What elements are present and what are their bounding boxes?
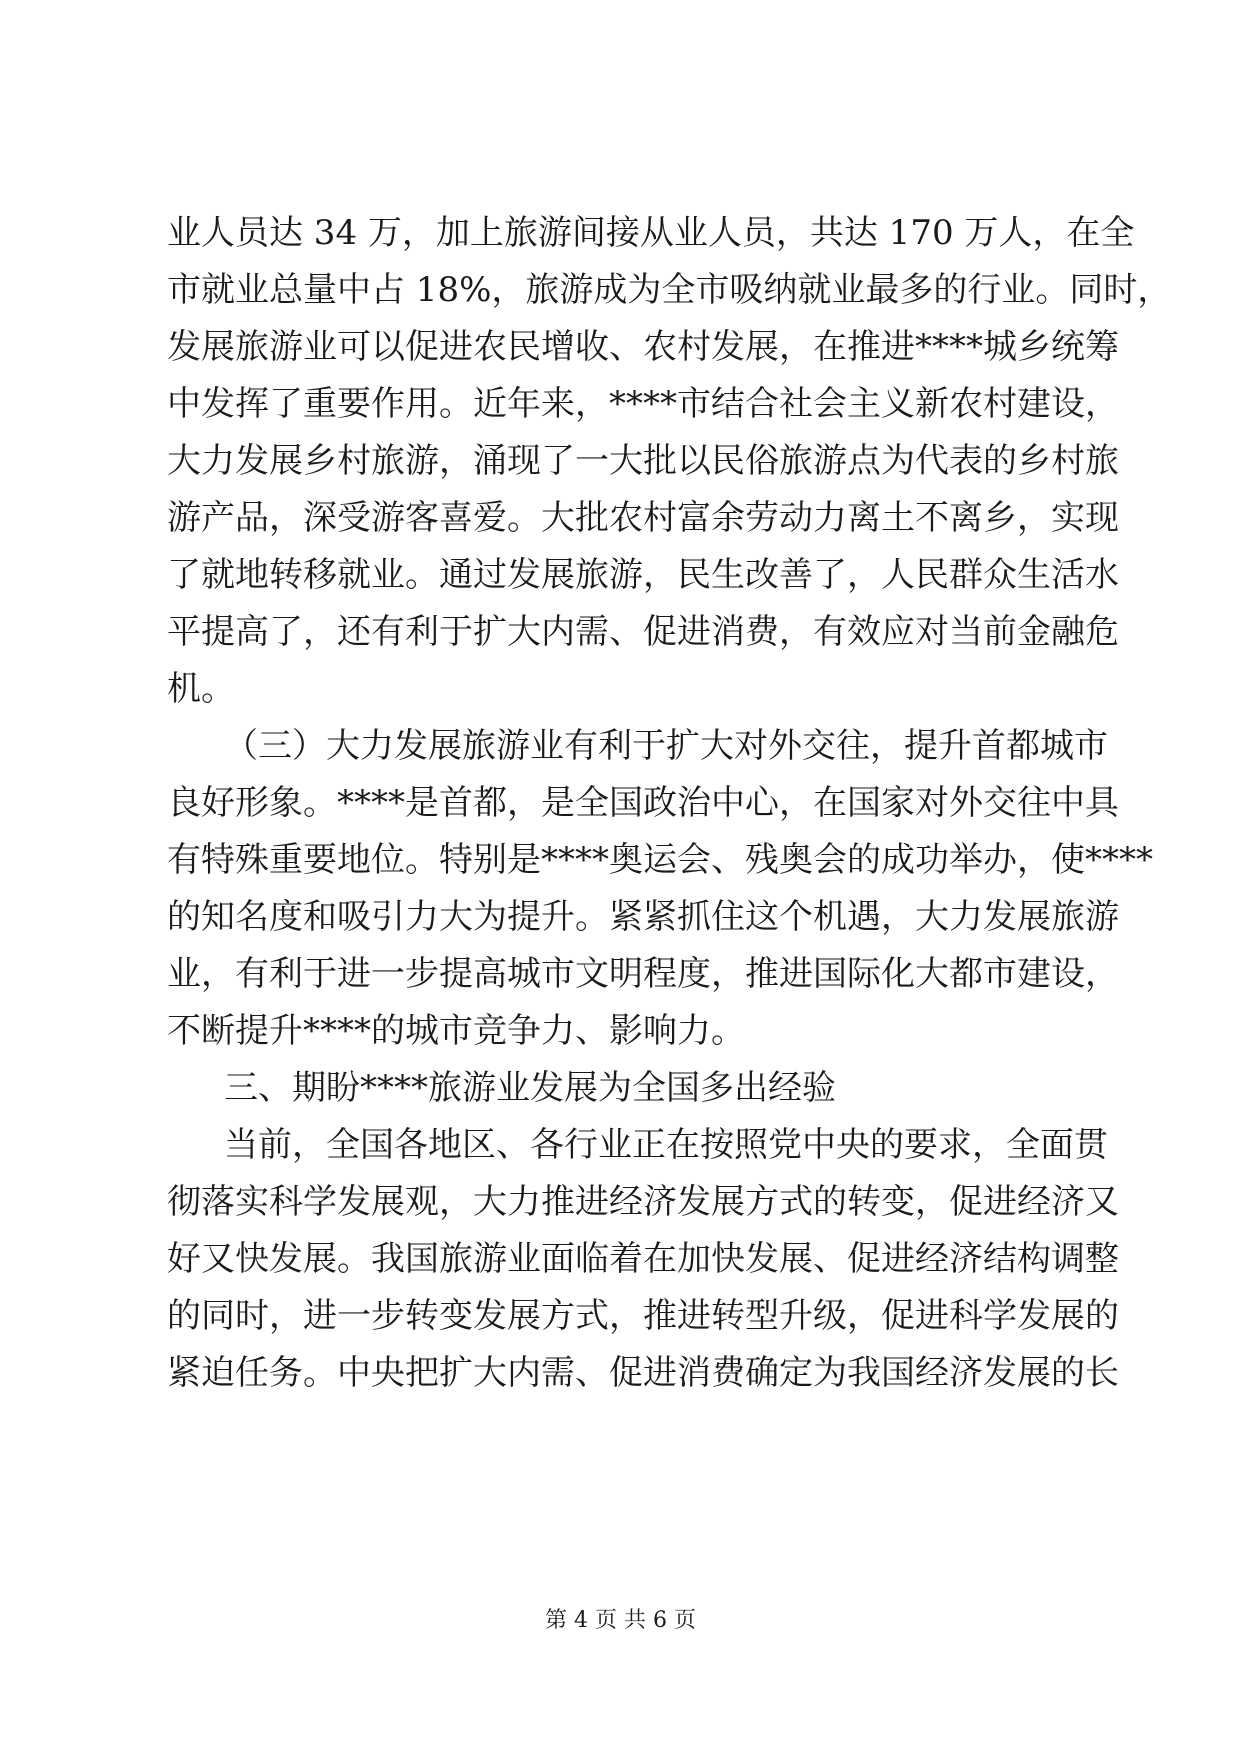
text-line: 良好形象。****是首都，是全国政治中心，在国家对外交往中具 xyxy=(167,783,1119,823)
text-line: 的同时，进一步转变发展方式，推进转型升级，促进科学发展的 xyxy=(167,1296,1119,1336)
paragraph-heading-line: （三）大力发展旅游业有利于扩大对外交往，提升首都城市 xyxy=(224,726,1108,766)
text-line: 当前，全国各地区、各行业正在按照党中央的要求，全面贯 xyxy=(224,1125,1108,1165)
text-line: 大力发展乡村旅游，涌现了一大批以民俗旅游点为代表的乡村旅 xyxy=(167,441,1119,481)
text-line: 有特殊重要地位。特别是****奥运会、残奥会的成功举办，使**** xyxy=(167,840,1153,880)
text-line: 的知名度和吸引力大为提升。紧紧抓住这个机遇，大力发展旅游 xyxy=(167,897,1119,937)
page-number-footer: 第 4 页 共 6 页 xyxy=(545,1608,696,1633)
text-line: 业人员达 34 万，加上旅游间接从业人员，共达 170 万人，在全 xyxy=(167,213,1135,253)
text-line: 彻落实科学发展观，大力推进经济发展方式的转变，促进经济又 xyxy=(167,1182,1119,1222)
section-heading: 三、期盼****旅游业发展为全国多出经验 xyxy=(224,1068,836,1108)
text-line: 了就地转移就业。通过发展旅游，民生改善了，人民群众生活水 xyxy=(167,555,1119,595)
text-line: 好又快发展。我国旅游业面临着在加快发展、促进经济结构调整 xyxy=(167,1239,1119,1279)
text-line: 平提高了，还有利于扩大内需、促进消费，有效应对当前金融危 xyxy=(167,612,1119,652)
text-line: 机。 xyxy=(167,669,235,709)
text-line: 市就业总量中占 18%，旅游成为全市吸纳就业最多的行业。同时， xyxy=(167,270,1172,310)
text-line: 游产品，深受游客喜爱。大批农村富余劳动力离土不离乡，实现 xyxy=(167,498,1119,538)
text-line: 发展旅游业可以促进农民增收、农村发展，在推进****城乡统筹 xyxy=(167,327,1119,367)
text-line: 中发挥了重要作用。近年来，****市结合社会主义新农村建设， xyxy=(167,384,1119,424)
text-line: 紧迫任务。中央把扩大内需、促进消费确定为我国经济发展的长 xyxy=(167,1353,1119,1393)
text-line: 业，有利于进一步提高城市文明程度，推进国际化大都市建设， xyxy=(167,954,1119,994)
text-line: 不断提升****的城市竞争力、影响力。 xyxy=(167,1011,745,1051)
